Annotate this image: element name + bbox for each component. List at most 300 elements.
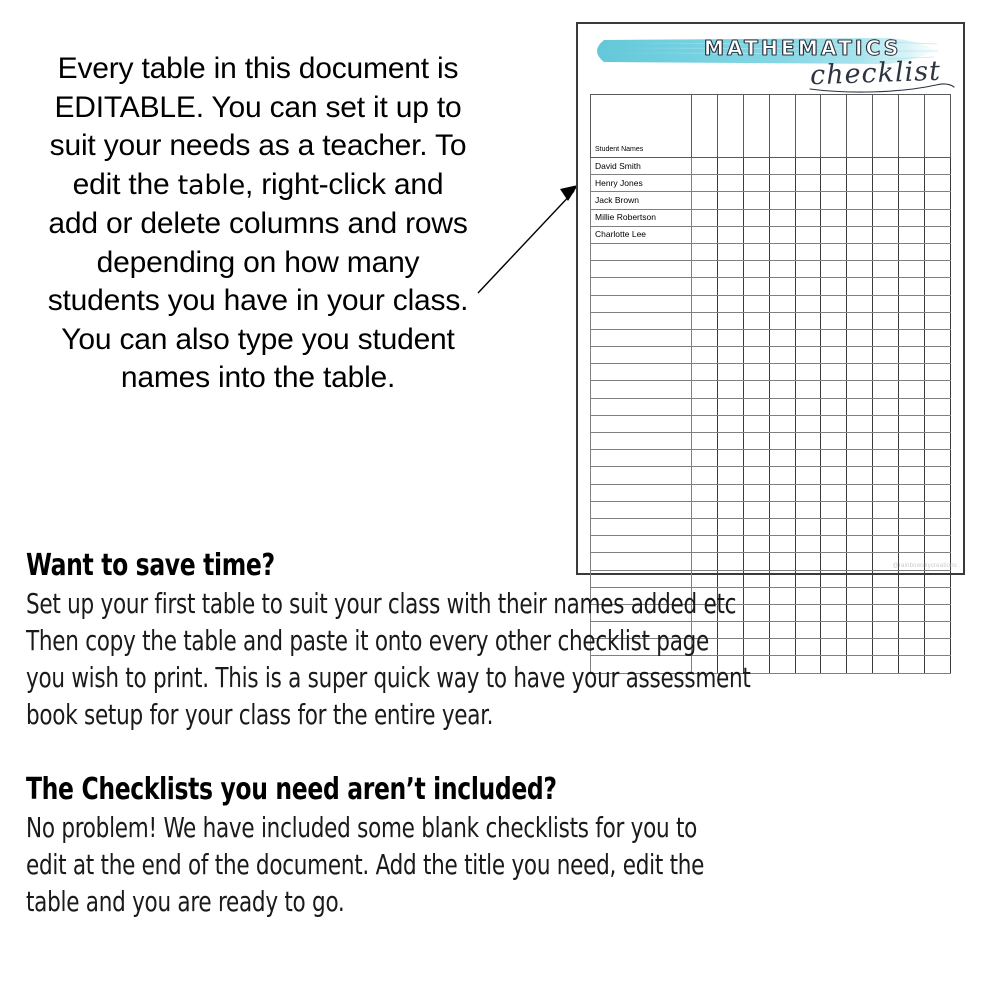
criteria-column-header[interactable] [847,95,873,158]
tick-cell[interactable] [873,243,899,260]
tick-cell[interactable] [899,158,925,175]
name-column-header: Student Names [591,95,692,158]
tick-cell[interactable] [743,329,769,346]
criteria-column-header[interactable] [821,95,847,158]
tick-cell[interactable] [795,484,821,501]
table-row [591,450,951,467]
tick-cell[interactable] [821,347,847,364]
tick-cell[interactable] [692,295,718,312]
tick-cell[interactable] [873,295,899,312]
tick-cell[interactable] [847,158,873,175]
tick-cell[interactable] [717,467,743,484]
tick-cell[interactable] [847,261,873,278]
tick-cell[interactable] [692,518,718,535]
tick-cell[interactable] [873,261,899,278]
tick-cell[interactable] [925,243,951,260]
section-not-included [26,772,966,921]
tick-cell[interactable] [717,433,743,450]
tick-cell[interactable] [769,381,795,398]
section-not-included-body [26,810,966,921]
tick-cell[interactable] [899,415,925,432]
tick-cell[interactable] [847,243,873,260]
tick-cell[interactable] [795,467,821,484]
intro-line-4-part-b: , right-click and [245,167,444,201]
table-row [591,433,951,450]
student-name-cell[interactable] [591,467,692,484]
tick-cell[interactable] [717,484,743,501]
tick-cell[interactable] [821,518,847,535]
tick-cell[interactable] [717,364,743,381]
tick-cell[interactable] [847,518,873,535]
tick-cell[interactable] [795,312,821,329]
tick-cell[interactable] [769,347,795,364]
arrow-annotation-icon [470,175,590,300]
tick-cell[interactable] [873,158,899,175]
tick-cell[interactable] [821,450,847,467]
body-line: Set up your first table to suit your class with their names added etc [26,588,737,620]
tick-cell[interactable] [692,433,718,450]
tick-cell[interactable] [847,175,873,192]
tick-cell[interactable] [692,261,718,278]
tick-cell[interactable] [717,381,743,398]
student-name-cell[interactable]: Jack Brown [591,192,692,209]
body-line: No problem! We have included some blank checklists for you to [26,812,698,844]
checklist-title-main: MATHEMATICS [704,36,902,60]
tick-cell[interactable] [821,433,847,450]
tick-cell[interactable] [743,209,769,226]
tick-cell[interactable] [847,312,873,329]
tick-cell[interactable] [847,364,873,381]
tick-cell[interactable] [769,158,795,175]
tick-cell[interactable] [925,381,951,398]
checklist-header [582,28,959,90]
table-row [591,175,951,192]
tick-cell[interactable] [743,433,769,450]
tick-cell[interactable] [873,450,899,467]
student-name-cell[interactable] [591,433,692,450]
student-name-cell[interactable] [591,381,692,398]
tick-cell[interactable] [692,415,718,432]
criteria-column-header[interactable] [873,95,899,158]
tick-cell[interactable] [692,398,718,415]
tick-cell[interactable] [743,278,769,295]
body-line: book setup for your class for the entire year. [26,699,494,731]
tick-cell[interactable] [873,364,899,381]
tick-cell[interactable] [743,398,769,415]
tick-cell[interactable] [769,501,795,518]
tick-cell[interactable] [873,518,899,535]
tick-cell[interactable] [717,518,743,535]
tick-cell[interactable] [899,501,925,518]
criteria-column-header[interactable] [795,95,821,158]
tick-cell[interactable] [795,175,821,192]
tick-cell[interactable] [847,433,873,450]
table-row [591,381,951,398]
tick-cell[interactable] [821,192,847,209]
tick-cell[interactable] [821,364,847,381]
tick-cell[interactable] [743,295,769,312]
tick-cell[interactable] [692,329,718,346]
tick-cell[interactable] [795,158,821,175]
tick-cell[interactable] [717,312,743,329]
tick-cell[interactable] [717,295,743,312]
tick-cell[interactable] [769,484,795,501]
tick-cell[interactable] [821,467,847,484]
student-name-cell[interactable] [591,484,692,501]
tick-cell[interactable] [717,175,743,192]
body-line: Then copy the table and paste it onto every other checklist page [26,625,710,657]
tick-cell[interactable] [769,312,795,329]
tick-cell[interactable] [873,329,899,346]
tick-cell[interactable] [873,226,899,243]
tick-cell[interactable] [795,415,821,432]
tick-cell[interactable] [899,295,925,312]
tick-cell[interactable] [795,209,821,226]
tick-cell[interactable] [899,329,925,346]
tick-cell[interactable] [743,261,769,278]
tick-cell[interactable] [925,192,951,209]
tick-cell[interactable] [873,398,899,415]
student-name-cell[interactable]: David Smith [591,158,692,175]
checklist-page-preview [576,22,965,575]
tick-cell[interactable] [795,329,821,346]
tick-cell[interactable] [925,226,951,243]
criteria-column-header[interactable] [899,95,925,158]
tick-cell[interactable] [692,501,718,518]
tick-cell[interactable] [743,381,769,398]
criteria-column-header[interactable] [769,95,795,158]
tick-cell[interactable] [692,312,718,329]
student-name-cell[interactable] [591,278,692,295]
tick-cell[interactable] [847,209,873,226]
intro-line-3: suit your needs as a teacher. To [49,129,467,162]
tick-cell[interactable] [847,501,873,518]
tick-cell[interactable] [743,158,769,175]
table-row [591,192,951,209]
student-name-cell[interactable] [591,501,692,518]
tick-cell[interactable] [795,278,821,295]
tick-cell[interactable] [795,364,821,381]
tick-cell[interactable] [717,501,743,518]
tick-cell[interactable] [925,209,951,226]
student-name-cell[interactable] [591,295,692,312]
tick-cell[interactable] [821,261,847,278]
tick-cell[interactable] [717,226,743,243]
table-row [591,261,951,278]
tick-cell[interactable] [692,467,718,484]
tick-cell[interactable] [847,347,873,364]
checklist-table-wrapper [590,94,951,555]
tick-cell[interactable] [717,398,743,415]
tick-cell[interactable] [847,381,873,398]
tick-cell[interactable] [847,467,873,484]
tick-cell[interactable] [769,364,795,381]
tick-cell[interactable] [899,433,925,450]
student-name-cell[interactable] [591,415,692,432]
tick-cell[interactable] [873,192,899,209]
tick-cell[interactable] [899,450,925,467]
tick-cell[interactable] [925,295,951,312]
table-row [591,501,951,518]
tick-cell[interactable] [769,192,795,209]
student-name-cell[interactable] [591,261,692,278]
tick-cell[interactable] [821,175,847,192]
tick-cell[interactable] [743,192,769,209]
student-name-cell[interactable] [591,518,692,535]
table-row [591,415,951,432]
tick-cell[interactable] [717,347,743,364]
tick-cell[interactable] [743,175,769,192]
tick-cell[interactable] [873,381,899,398]
tick-cell[interactable] [925,501,951,518]
tick-cell[interactable] [847,415,873,432]
tick-cell[interactable] [899,347,925,364]
tick-cell[interactable] [769,243,795,260]
criteria-column-header[interactable] [743,95,769,158]
tick-cell[interactable] [692,192,718,209]
tick-cell[interactable] [717,415,743,432]
tick-cell[interactable] [769,415,795,432]
tick-cell[interactable] [692,175,718,192]
tick-cell[interactable] [821,278,847,295]
student-name-cell[interactable]: Millie Robertson [591,209,692,226]
tick-cell[interactable] [821,295,847,312]
tick-cell[interactable] [743,467,769,484]
table-row [591,158,951,175]
criteria-column-header[interactable] [717,95,743,158]
tick-cell[interactable] [821,209,847,226]
student-name-cell[interactable] [591,347,692,364]
tick-cell[interactable] [769,518,795,535]
tick-cell[interactable] [821,226,847,243]
tick-cell[interactable] [717,192,743,209]
tick-cell[interactable] [847,295,873,312]
tick-cell[interactable] [692,209,718,226]
intro-line-8: You can also type you student [61,322,455,356]
tick-cell[interactable] [795,347,821,364]
tick-cell[interactable] [873,278,899,295]
tick-cell[interactable] [795,192,821,209]
body-line: table and you are ready to go. [26,886,345,918]
tick-cell[interactable] [821,381,847,398]
tick-cell[interactable] [899,467,925,484]
criteria-column-header[interactable] [925,95,951,158]
tick-cell[interactable] [847,398,873,415]
tick-cell[interactable] [692,243,718,260]
tick-cell[interactable] [925,175,951,192]
watermark-text: @rainbowskycreations [892,563,957,569]
tick-cell[interactable] [692,158,718,175]
tick-cell[interactable] [717,278,743,295]
tick-cell[interactable] [847,450,873,467]
tick-cell[interactable] [692,364,718,381]
tick-cell[interactable] [925,467,951,484]
tick-cell[interactable] [795,261,821,278]
intro-line-9: names into the table. [120,361,396,394]
table-row [591,312,951,329]
tick-cell[interactable] [692,450,718,467]
tick-cell[interactable] [769,433,795,450]
table-row [591,278,951,295]
tick-cell[interactable] [769,295,795,312]
tick-cell[interactable] [717,209,743,226]
tick-cell[interactable] [925,278,951,295]
tick-cell[interactable] [873,347,899,364]
tick-cell[interactable] [899,398,925,415]
tick-cell[interactable] [743,364,769,381]
tick-cell[interactable] [743,484,769,501]
tick-cell[interactable] [821,329,847,346]
tick-cell[interactable] [873,501,899,518]
table-row [591,347,951,364]
student-name-cell[interactable] [591,364,692,381]
tick-cell[interactable] [795,295,821,312]
tick-cell[interactable] [743,347,769,364]
tick-cell[interactable] [847,226,873,243]
tick-cell[interactable] [925,518,951,535]
tick-cell[interactable] [795,518,821,535]
tick-cell[interactable] [769,329,795,346]
student-name-cell[interactable]: Henry Jones [591,175,692,192]
tick-cell[interactable] [795,450,821,467]
intro-word-table: table [177,169,245,201]
tick-cell[interactable] [743,518,769,535]
tick-cell[interactable] [821,158,847,175]
tick-cell[interactable] [743,501,769,518]
tick-cell[interactable] [795,243,821,260]
tick-cell[interactable] [743,243,769,260]
table-row [591,329,951,346]
tick-cell[interactable] [821,501,847,518]
tick-cell[interactable] [692,484,718,501]
tick-cell[interactable] [925,347,951,364]
tick-cell[interactable] [795,398,821,415]
tick-cell[interactable] [821,312,847,329]
table-row [591,209,951,226]
body-line: edit at the end of the document. Add the title you need, edit the [26,849,705,881]
checklist-title-script: checklist [809,55,942,92]
intro-line-2: EDITABLE. You can set it up to [54,90,462,124]
tick-cell[interactable] [769,467,795,484]
tick-cell[interactable] [847,329,873,346]
section-save-time-body [26,586,966,734]
tick-cell[interactable] [899,278,925,295]
tick-cell[interactable] [821,484,847,501]
tick-cell[interactable] [925,450,951,467]
tick-cell[interactable] [899,312,925,329]
tick-cell[interactable] [847,484,873,501]
tick-cell[interactable] [717,243,743,260]
table-row [591,518,951,535]
tick-cell[interactable] [873,175,899,192]
tick-cell[interactable] [717,450,743,467]
tick-cell[interactable] [899,261,925,278]
student-name-cell[interactable] [591,329,692,346]
tick-cell[interactable] [899,243,925,260]
tick-cell[interactable] [743,450,769,467]
tick-cell[interactable] [692,347,718,364]
tick-cell[interactable] [769,175,795,192]
table-row [591,243,951,260]
table-row [591,295,951,312]
tick-cell[interactable] [769,398,795,415]
tick-cell[interactable] [899,484,925,501]
tick-cell[interactable] [873,312,899,329]
tick-cell[interactable] [899,209,925,226]
tick-cell[interactable] [795,433,821,450]
tick-cell[interactable] [847,278,873,295]
intro-line-1: Every table in this document is [57,52,459,85]
tick-cell[interactable] [743,312,769,329]
tick-cell[interactable] [821,398,847,415]
tick-cell[interactable] [769,278,795,295]
tick-cell[interactable] [873,415,899,432]
table-header-row [591,95,951,158]
tick-cell[interactable] [821,243,847,260]
tick-cell[interactable] [873,484,899,501]
tick-cell[interactable] [899,381,925,398]
tick-cell[interactable] [925,398,951,415]
tick-cell[interactable] [769,261,795,278]
tick-cell[interactable] [873,467,899,484]
tick-cell[interactable] [769,450,795,467]
table-row [591,226,951,243]
tick-cell[interactable] [769,209,795,226]
tick-cell[interactable] [795,381,821,398]
tick-cell[interactable] [795,501,821,518]
tick-cell[interactable] [925,415,951,432]
tick-cell[interactable] [717,261,743,278]
tick-cell[interactable] [692,381,718,398]
table-row [591,467,951,484]
tick-cell[interactable] [769,226,795,243]
student-name-cell[interactable]: Charlotte Lee [591,226,692,243]
student-name-cell[interactable] [591,398,692,415]
tick-cell[interactable] [899,364,925,381]
tick-cell[interactable] [847,192,873,209]
tick-cell[interactable] [925,364,951,381]
tick-cell[interactable] [692,226,718,243]
tick-cell[interactable] [925,433,951,450]
tick-cell[interactable] [899,192,925,209]
tick-cell[interactable] [899,518,925,535]
tick-cell[interactable] [925,261,951,278]
tick-cell[interactable] [873,209,899,226]
tick-cell[interactable] [899,175,925,192]
intro-line-6: depending on how many [96,245,420,279]
tick-cell[interactable] [821,415,847,432]
tick-cell[interactable] [925,158,951,175]
tick-cell[interactable] [717,158,743,175]
tick-cell[interactable] [795,226,821,243]
tick-cell[interactable] [743,226,769,243]
student-name-cell[interactable] [591,243,692,260]
intro-paragraph [18,50,498,398]
tick-cell[interactable] [717,329,743,346]
tick-cell[interactable] [873,433,899,450]
tick-cell[interactable] [692,278,718,295]
tick-cell[interactable] [925,329,951,346]
tick-cell[interactable] [925,312,951,329]
student-name-cell[interactable] [591,312,692,329]
tick-cell[interactable] [743,415,769,432]
tick-cell[interactable] [899,226,925,243]
table-row [591,364,951,381]
criteria-column-header[interactable] [692,95,718,158]
intro-line-5: add or delete columns and rows [48,207,468,240]
tick-cell[interactable] [925,484,951,501]
student-name-cell[interactable] [591,450,692,467]
